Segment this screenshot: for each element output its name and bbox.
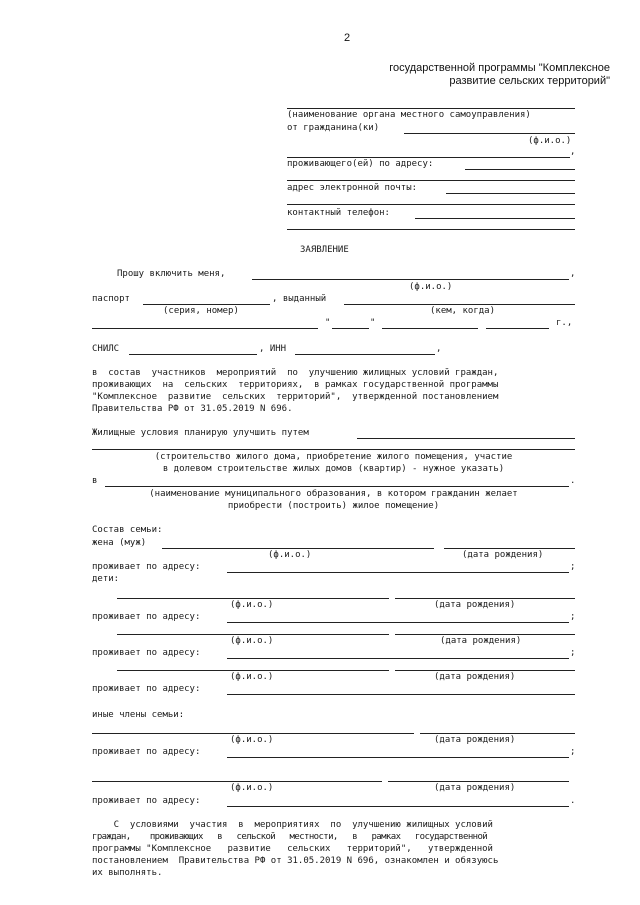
spouse-birth-line[interactable]: [444, 548, 575, 549]
inn-label: , ИНН: [259, 344, 287, 354]
other-fio-line[interactable]: [92, 781, 382, 782]
closing-paragraph-line: С условиями участия в мероприятиях по улучшению жилищных условий: [92, 820, 493, 830]
fio-caption: (ф.и.о.): [528, 136, 572, 146]
other-members-label: иные члены семьи:: [92, 710, 185, 720]
child-fio-line[interactable]: [117, 670, 389, 671]
series-caption: (серия, номер): [163, 306, 239, 316]
in-label: в: [92, 476, 98, 486]
fio-caption: (ф.и.о.): [230, 636, 274, 646]
address-period: .: [570, 796, 576, 806]
residing-line-2[interactable]: [287, 180, 575, 181]
issued-label: , выданный: [272, 294, 327, 304]
housing-caption-1: (строительство жилого дома, приобретение жилого помещения, участие: [154, 452, 513, 462]
program-paragraph-line: "Комплексное развитие сельских территорий", утвержденной постановлением: [92, 392, 499, 402]
fio-line[interactable]: [287, 157, 570, 158]
address-line[interactable]: [227, 622, 569, 623]
birth-caption: (дата рождения): [440, 636, 522, 646]
day-line[interactable]: [332, 328, 369, 329]
passport-label: паспорт: [92, 294, 130, 304]
organ-line[interactable]: [287, 108, 575, 109]
housing-method-line-1[interactable]: [357, 438, 575, 439]
quote-close: ": [370, 318, 376, 328]
passport-series-line[interactable]: [143, 304, 270, 305]
child-fio-line[interactable]: [117, 598, 389, 599]
spouse-label: жена (муж): [92, 538, 147, 548]
applicant-fio-line[interactable]: [252, 279, 569, 280]
snils-line[interactable]: [129, 354, 257, 355]
child-birth-line[interactable]: [395, 598, 575, 599]
fio-caption: (ф.и.о.): [230, 600, 274, 610]
housing-caption-2: в долевом строительстве жилых домов (квартир) - нужное указать): [162, 464, 505, 474]
year-line[interactable]: [486, 328, 549, 329]
document-title: ЗАЯВЛЕНИЕ: [300, 245, 349, 255]
family-composition-label: Состав семьи:: [92, 525, 163, 535]
housing-plan-label: Жилищные условия планирую улучшить путем: [92, 428, 309, 438]
municipality-period: .: [570, 476, 576, 486]
quote-open: ": [325, 318, 331, 328]
snils-label: СНИЛС: [92, 344, 120, 354]
child-birth-line[interactable]: [395, 670, 575, 671]
fio-caption: (ф.и.о.): [230, 783, 274, 793]
address-label: проживает по адресу:: [92, 562, 201, 572]
fio-caption: (ф.и.о.): [230, 735, 274, 745]
address-label: проживает по адресу:: [92, 747, 201, 757]
from-citizen-line[interactable]: [404, 133, 575, 134]
closing-paragraph-line: программы "Комплексное развитие сельских территорий", утвержденной: [92, 844, 493, 854]
applicant-fio-caption: (ф.и.о.): [409, 282, 453, 292]
phone-label: контактный телефон:: [287, 208, 390, 218]
header-line-1: государственной программы "Комплексное: [389, 62, 610, 74]
from-citizen-label: от гражданина(ки): [287, 123, 380, 133]
phone-line-1[interactable]: [415, 218, 575, 219]
address-label: проживает по адресу:: [92, 648, 201, 658]
inn-line[interactable]: [295, 354, 435, 355]
residing-line-1[interactable]: [465, 169, 575, 170]
closing-paragraph-line: постановлением Правительства РФ от 31.05.2019 N 696, ознакомлен и обязуюсь: [92, 856, 499, 866]
page-number: 2: [344, 32, 351, 44]
fio-caption: (ф.и.о.): [268, 550, 312, 560]
birth-caption: (дата рождения): [434, 783, 516, 793]
address-line[interactable]: [227, 757, 569, 758]
month-line[interactable]: [382, 328, 478, 329]
fio-caption: (ф.и.о.): [230, 672, 274, 682]
phone-line-2[interactable]: [287, 229, 575, 230]
issuer-line[interactable]: [92, 328, 318, 329]
inn-comma: ,: [436, 344, 442, 354]
child-fio-line[interactable]: [117, 634, 389, 635]
program-paragraph-line: в состав участников мероприятий по улучшению жилищных условий граждан,: [92, 368, 499, 378]
address-line[interactable]: [227, 658, 569, 659]
address-label: проживает по адресу:: [92, 796, 201, 806]
birth-caption: (дата рождения): [434, 600, 516, 610]
program-paragraph-line: проживающих на сельских территориях, в рамках государственной программы: [92, 380, 499, 390]
residing-label: проживающего(ей) по адресу:: [287, 159, 434, 169]
applicant-comma: ,: [570, 269, 576, 279]
address-semicolon: ;: [570, 648, 576, 658]
fio-comma: ,: [570, 147, 576, 157]
address-line[interactable]: [227, 572, 569, 573]
address-semicolon: ;: [570, 562, 576, 572]
birth-caption: (дата рождения): [434, 735, 516, 745]
municipality-line[interactable]: [105, 486, 569, 487]
spouse-fio-line[interactable]: [162, 548, 434, 549]
address-line[interactable]: [227, 806, 569, 807]
birth-caption: (дата рождения): [462, 550, 544, 560]
housing-method-line-2[interactable]: [92, 449, 575, 450]
municipality-caption-2: приобрести (построить) жилое помещение): [227, 501, 440, 511]
child-birth-line[interactable]: [395, 634, 575, 635]
request-label: Прошу включить меня,: [117, 269, 226, 279]
closing-paragraph-line: граждан, проживающих в сельской местности, в рамках государственной: [92, 832, 488, 842]
email-label: адрес электронной почты:: [287, 183, 418, 193]
organ-caption: (наименование органа местного самоуправления): [287, 110, 531, 120]
year-suffix: г.,: [556, 318, 573, 328]
address-label: проживает по адресу:: [92, 612, 201, 622]
program-paragraph-line: Правительства РФ от 31.05.2019 N 696.: [92, 404, 293, 414]
email-line-2[interactable]: [287, 204, 575, 205]
header-line-2: развитие сельских территорий": [449, 75, 610, 87]
birth-caption: (дата рождения): [434, 672, 516, 682]
municipality-caption-1: (наименование муниципального образования, в котором гражданин желает: [149, 489, 518, 499]
other-birth-line[interactable]: [388, 781, 569, 782]
by-whom-caption: (кем, когда): [430, 306, 496, 316]
address-line[interactable]: [227, 694, 575, 695]
other-birth-line[interactable]: [420, 733, 575, 734]
email-line-1[interactable]: [446, 193, 575, 194]
address-label: проживает по адресу:: [92, 684, 201, 694]
closing-paragraph-line: их выполнять.: [92, 868, 163, 878]
address-semicolon: ;: [570, 747, 576, 757]
other-fio-line[interactable]: [92, 733, 414, 734]
passport-issued-line[interactable]: [344, 304, 575, 305]
address-semicolon: ;: [570, 612, 576, 622]
children-label: дети:: [92, 574, 120, 584]
